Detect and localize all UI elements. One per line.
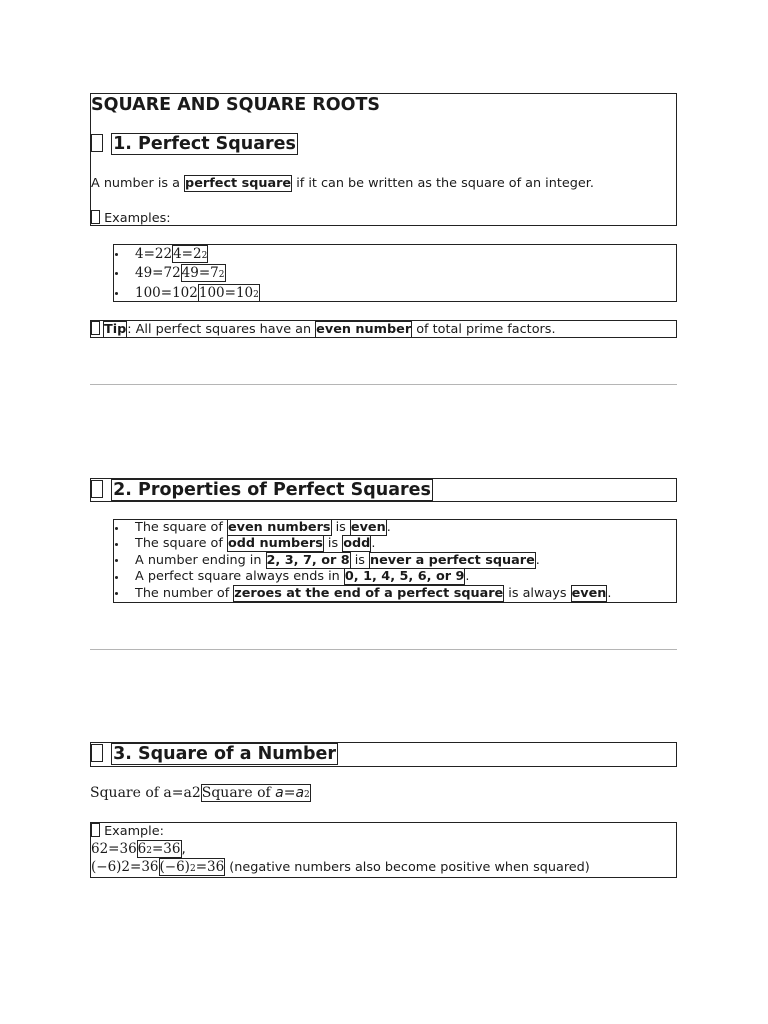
list-item: The number of zeroes at the end of a perfect square is always even. xyxy=(114,586,676,602)
properties-list-box xyxy=(113,519,677,603)
missing-glyph-icon xyxy=(91,744,103,762)
list-item: 49=7249=72 xyxy=(114,264,676,283)
section1-heading-text: 1. Perfect Squares xyxy=(113,134,296,154)
missing-glyph-icon xyxy=(91,134,103,152)
tip-label: Tip xyxy=(104,322,127,337)
example-line-negative: (−6)2=36(−6)2=36 (negative numbers also become positive when squared) xyxy=(91,859,590,875)
tip-box: Tip: All perfect squares have an even number of total prime factors. xyxy=(90,320,677,338)
missing-glyph-icon xyxy=(91,480,103,498)
list-item: The square of even numbers is even. xyxy=(114,520,676,536)
section2-heading xyxy=(90,478,677,502)
section3-example-box xyxy=(90,822,677,878)
example-line-positive: 62=3662=36, xyxy=(91,841,186,857)
examples-label: Examples: xyxy=(91,210,171,226)
section3-heading-text: 3. Square of a Number xyxy=(113,744,336,764)
perfect-square-term: perfect square xyxy=(185,176,292,191)
example-label: Example: xyxy=(91,823,164,840)
list-item: The square of odd numbers is odd. xyxy=(114,536,676,552)
missing-glyph-icon xyxy=(91,210,100,224)
missing-glyph-icon xyxy=(91,823,100,837)
properties-list xyxy=(114,520,676,602)
section3-heading xyxy=(90,742,677,767)
section-perfect-squares xyxy=(90,93,677,226)
divider xyxy=(90,384,677,385)
section2-heading-text: 2. Properties of Perfect Squares xyxy=(113,480,431,500)
list-item: 100=102100=102 xyxy=(114,284,676,303)
square-formula: Square of a=a2Square of a=a2 xyxy=(90,785,310,801)
examples-list-box xyxy=(113,244,677,302)
perfect-square-definition: A number is a perfect square if it can be written as the square of an integer. xyxy=(91,176,594,191)
tip-even-number: even number xyxy=(316,322,412,337)
examples-list xyxy=(114,245,676,303)
list-item: A number ending in 2, 3, 7, or 8 is never a perfect square. xyxy=(114,553,676,569)
section1-heading xyxy=(91,134,298,154)
list-item: A perfect square always ends in 0, 1, 4, 5, 6, or 9. xyxy=(114,569,676,585)
list-item: 4=224=22 xyxy=(114,245,676,264)
missing-glyph-icon xyxy=(91,321,100,335)
divider xyxy=(90,649,677,650)
page-title: SQUARE AND SQUARE ROOTS xyxy=(91,95,381,115)
